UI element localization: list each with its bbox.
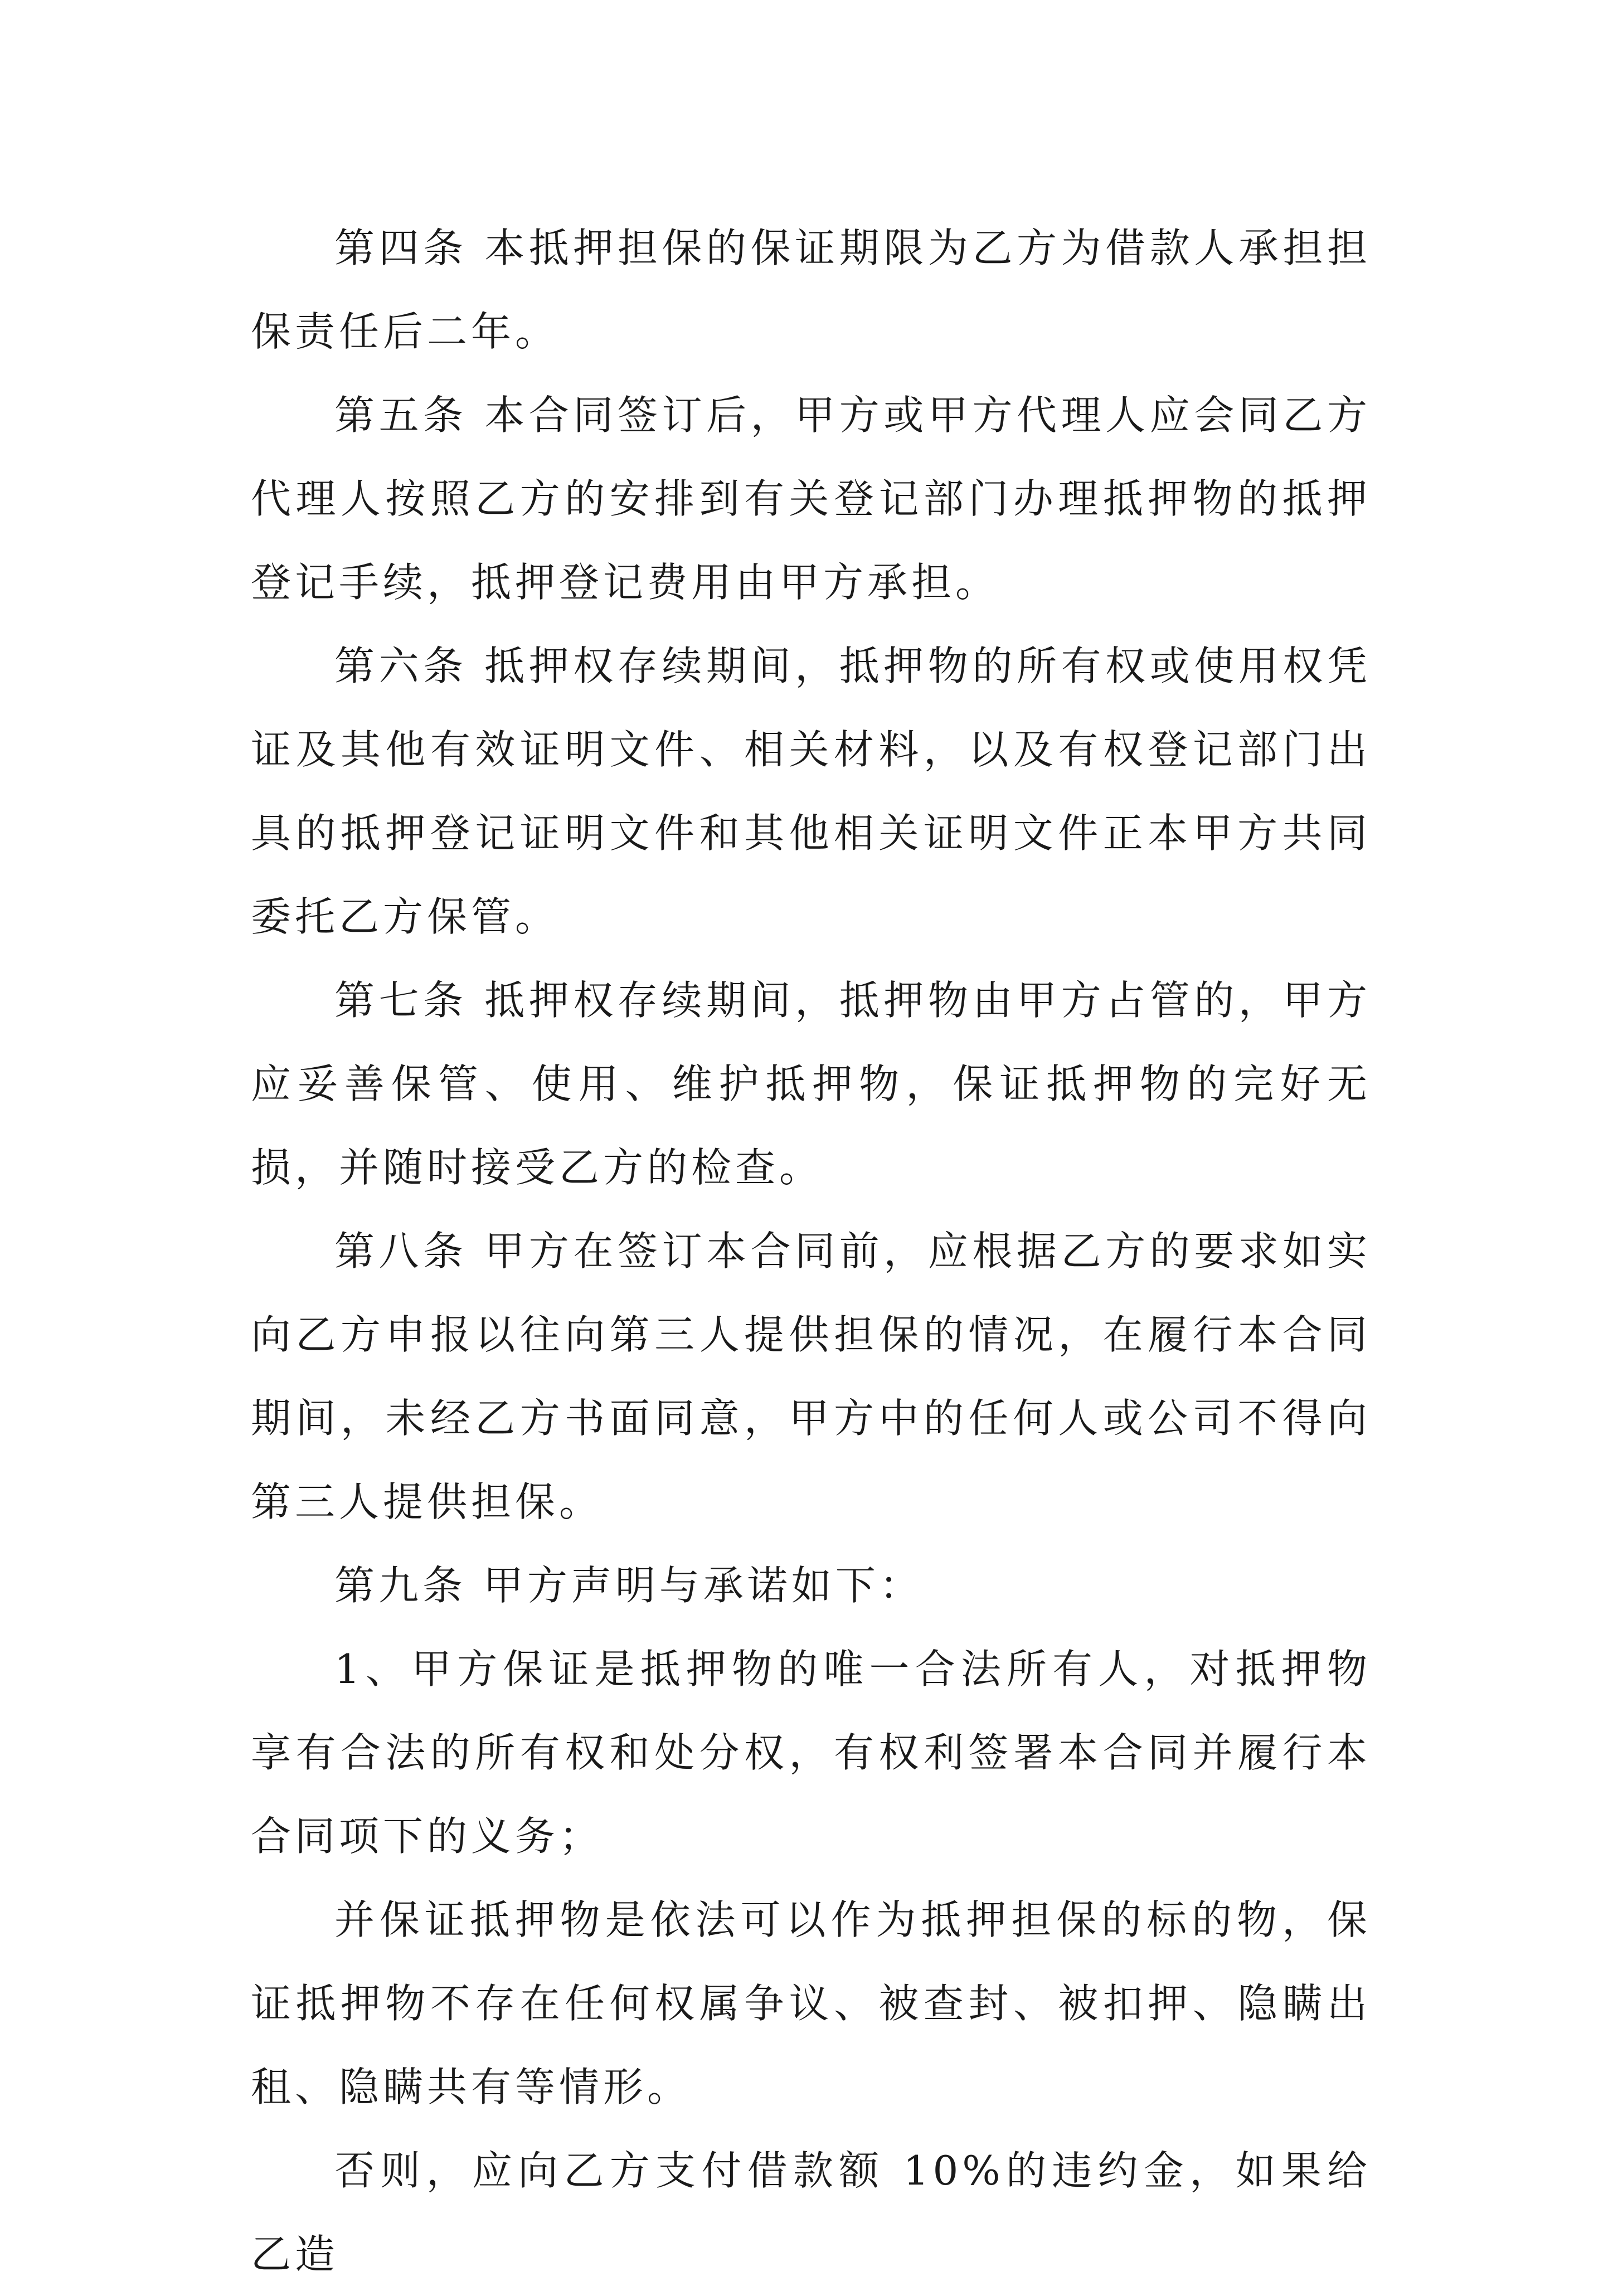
article-5-paragraph	[251, 373, 1371, 624]
article-9-item-1-continuation	[251, 1878, 1371, 2129]
article-9-text: 甲方声明与承诺如下：	[483, 1562, 924, 1609]
article-8-text: 甲方在签订本合同前，应根据乙方的要求如实向乙方申报以往向第三人提供担保的情况，在履行本合同期间，未经乙方书面同意，甲方中的任何人或公司不得向第三人提供担保。	[251, 1228, 1371, 1525]
article-5-heading: 第五条	[334, 392, 468, 439]
article-4-text: 本抵押担保的保证期限为乙方为借款人承担担保责任后二年。	[251, 225, 1371, 355]
article-6-heading: 第六条	[334, 643, 468, 689]
article-9-penalty-text: 否则，应向乙方支付借款额 10%的违约金，如果给乙造	[251, 2147, 1371, 2278]
article-9-item-1	[251, 1627, 1371, 1878]
article-5-text: 本合同签订后，甲方或甲方代理人应会同乙方代理人按照乙方的安排到有关登记部门办理抵押物的抵押登记手续，抵押登记费用由甲方承担。	[251, 392, 1371, 606]
article-9-item-1-text: 1、甲方保证是抵押物的唯一合法所有人，对抵押物享有合法的所有权和处分权，有权利签署本合同并履行本合同项下的义务；	[251, 1646, 1371, 1860]
article-4-paragraph	[251, 206, 1371, 373]
article-6-text: 抵押权存续期间，抵押物的所有权或使用权凭证及其他有效证明文件、相关材料，以及有权登记部门出具的抵押登记证明文件和其他相关证明文件正本甲方共同委托乙方保管。	[251, 643, 1371, 940]
article-7-paragraph	[251, 959, 1371, 1209]
article-8-paragraph	[251, 1209, 1371, 1544]
article-6-paragraph	[251, 624, 1371, 959]
document-page	[251, 206, 1371, 2296]
article-9-paragraph	[251, 1544, 1371, 1627]
article-7-heading: 第七条	[334, 977, 468, 1024]
article-7-text: 抵押权存续期间，抵押物由甲方占管的，甲方应妥善保管、使用、维护抵押物，保证抵押物的完好无损，并随时接受乙方的检查。	[251, 977, 1371, 1191]
article-4-heading: 第四条	[334, 225, 468, 271]
article-9-item-1-continuation-text: 并保证抵押物是依法可以作为抵押担保的标的物，保证抵押物不存在任何权属争议、被查封、被扣押、隐瞒出租、隐瞒共有等情形。	[251, 1896, 1371, 2110]
article-9-heading: 第九条	[334, 1562, 467, 1609]
article-9-penalty-paragraph	[251, 2129, 1371, 2296]
article-8-heading: 第八条	[334, 1228, 468, 1275]
